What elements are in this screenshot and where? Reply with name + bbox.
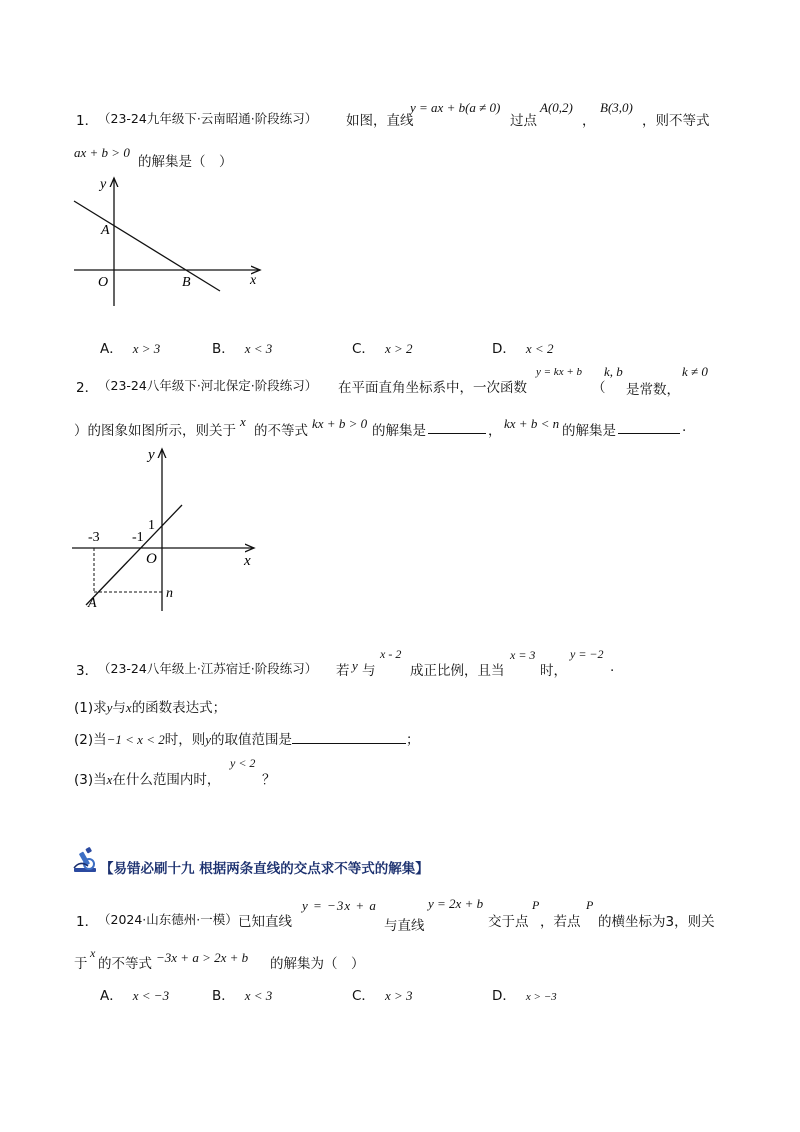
question-source: （23-24九年级下·云南昭通·阶段练习） bbox=[98, 111, 318, 126]
answer-blank[interactable] bbox=[292, 731, 406, 744]
question-source: （23-24八年级下·河北保定·阶段练习） bbox=[98, 378, 318, 393]
option-d[interactable]: D． x > −3 bbox=[492, 988, 557, 1004]
n-label: n bbox=[166, 586, 173, 601]
answer-blank-1[interactable] bbox=[428, 421, 486, 434]
question-number: 1． bbox=[76, 914, 99, 930]
variable-x: x bbox=[90, 946, 96, 960]
graph-q1 bbox=[64, 172, 270, 312]
question-text: 的解集是 bbox=[562, 423, 616, 439]
tick-minus-3: -3 bbox=[88, 530, 100, 545]
question-text: 交于点 bbox=[488, 914, 529, 930]
option-c[interactable]: C． x > 3 bbox=[352, 988, 413, 1004]
k-condition: k ≠ 0 bbox=[682, 364, 708, 379]
line-1: y = −3x + a bbox=[302, 898, 377, 913]
question-text: 已知直线 bbox=[238, 914, 292, 930]
question-text: 与直线 bbox=[384, 918, 425, 934]
y-label: y bbox=[148, 447, 155, 463]
question-text: 的不等式 bbox=[254, 423, 308, 439]
option-a[interactable]: A． x < −3 bbox=[100, 988, 170, 1004]
microscope-icon bbox=[72, 846, 100, 874]
option-b[interactable]: B． x < 3 bbox=[212, 988, 273, 1004]
y-label: y bbox=[100, 177, 107, 192]
part-3: (3)当x在什么范围内时， bbox=[74, 772, 221, 788]
line-graph bbox=[74, 201, 220, 291]
answer-blank-2[interactable] bbox=[618, 421, 680, 434]
question-text: 如图，直线 bbox=[346, 113, 414, 129]
question-number: 2． bbox=[76, 380, 99, 396]
inequality: −3x + a > 2x + b bbox=[156, 950, 249, 965]
x-label: x bbox=[244, 553, 251, 569]
option-d[interactable]: D． x < 2 bbox=[492, 341, 554, 357]
question-text: 与 bbox=[362, 663, 376, 679]
function: y = kx + b bbox=[536, 366, 582, 378]
variable-x: x bbox=[240, 414, 246, 429]
tick-1: 1 bbox=[148, 518, 155, 533]
question-text: 是常数， bbox=[626, 382, 680, 398]
question-number: 1． bbox=[76, 113, 99, 129]
section-title: 【易错必刷十九 根据两条直线的交点求不等式的解集】 bbox=[100, 861, 429, 877]
question-text: 在平面直角坐标系中，一次函数 bbox=[338, 380, 527, 396]
question-text: 的解集为（ ） bbox=[270, 956, 365, 972]
question-text: ？ bbox=[262, 772, 276, 788]
line-2: y = 2x + b bbox=[428, 896, 484, 911]
point-b: B(3,0) bbox=[600, 100, 633, 115]
inequality-1: kx + b > 0 bbox=[312, 416, 368, 431]
inequality: y < 2 bbox=[230, 756, 256, 770]
point-p: P bbox=[586, 898, 594, 912]
question-text: 于 bbox=[74, 956, 88, 972]
question-source: （23-24八年级上·江苏宿迁·阶段练习） bbox=[98, 661, 318, 676]
constants: k, b bbox=[604, 364, 623, 379]
question-text: ，若点 bbox=[540, 914, 581, 930]
part-1: (1)求y与x的函数表达式； bbox=[74, 700, 227, 716]
question-source: （2024·山东德州·一模） bbox=[98, 912, 238, 927]
option-c[interactable]: C． x > 2 bbox=[352, 341, 413, 357]
question-text: ，则不等式 bbox=[642, 113, 710, 129]
option-a[interactable]: A． x > 3 bbox=[100, 341, 161, 357]
equation: y = ax + b(a ≠ 0) bbox=[410, 100, 501, 115]
variable-y: y bbox=[352, 658, 358, 673]
question-text: ）的图象如图所示，则关于 bbox=[74, 423, 236, 439]
question-text: . bbox=[682, 419, 687, 435]
expression: x - 2 bbox=[380, 647, 402, 661]
inequality-2: kx + b < n bbox=[504, 416, 560, 431]
point-a: A(0,2) bbox=[540, 100, 573, 115]
question-text: 时， bbox=[540, 663, 567, 679]
question-text: ， bbox=[488, 423, 502, 439]
condition-y: y = −2 bbox=[570, 647, 604, 661]
point-p: P bbox=[532, 898, 540, 912]
origin-label: O bbox=[146, 551, 157, 567]
tick-minus-1: -1 bbox=[132, 530, 144, 545]
origin-label: O bbox=[98, 275, 109, 290]
part-2: (2)当−1 < x < 2时，则y的取值范围是 ； bbox=[74, 732, 420, 748]
question-number: 3． bbox=[76, 663, 99, 679]
condition-x: x = 3 bbox=[510, 648, 536, 662]
graph-q2 bbox=[64, 445, 264, 615]
inequality: ax + b > 0 bbox=[74, 145, 130, 160]
point-a-label: A bbox=[101, 223, 110, 238]
question-text: 若 bbox=[336, 663, 350, 679]
option-b[interactable]: B． x < 3 bbox=[212, 341, 273, 357]
x-label: x bbox=[250, 273, 257, 288]
question-text: 成正比例，且当 bbox=[410, 663, 505, 679]
question-text: 的横坐标为3，则关 bbox=[598, 914, 715, 930]
point-b-label: B bbox=[182, 275, 191, 290]
question-text: 过点 bbox=[510, 113, 537, 129]
question-text: 的解集是 bbox=[372, 423, 426, 439]
question-text: （ bbox=[592, 380, 606, 396]
question-text: ， bbox=[582, 113, 596, 129]
question-text: 的解集是（ ） bbox=[138, 154, 233, 170]
question-text: 的不等式 bbox=[98, 956, 152, 972]
point-a-label: A bbox=[88, 596, 97, 611]
question-text: . bbox=[610, 659, 615, 675]
